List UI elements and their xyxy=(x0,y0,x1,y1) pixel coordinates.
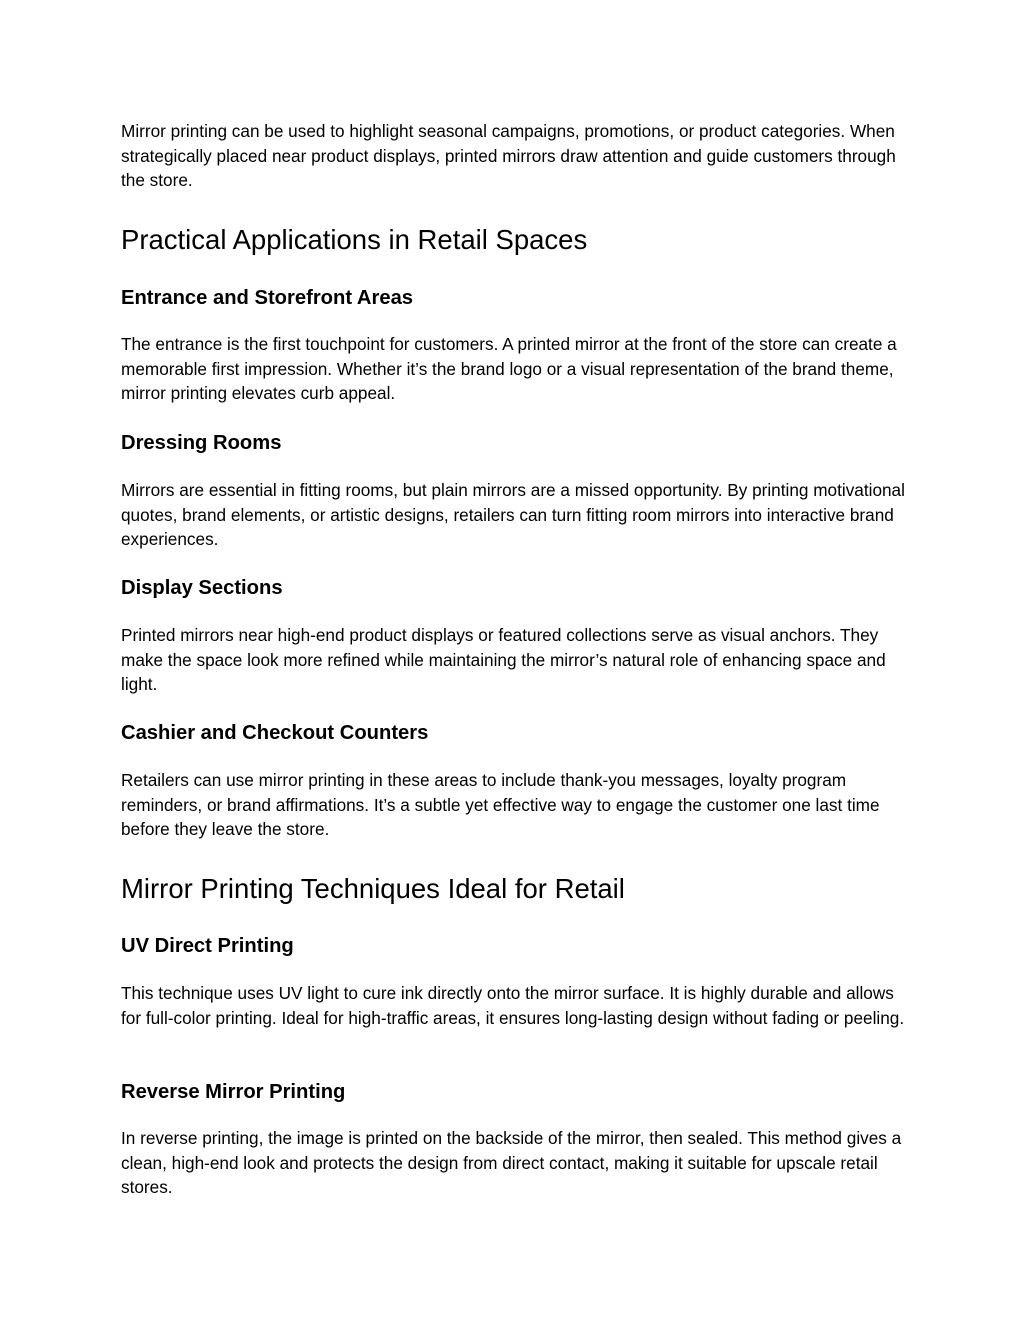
paragraph-uv-direct-printing: This technique uses UV light to cure ink directly onto the mirror surface. It is highly durable and allows for full-color printing. Ideal for high-traffic areas, it ensures long-lasting design without fading or peeling. xyxy=(121,983,905,1028)
section-heading-printing-techniques: Mirror Printing Techniques Ideal for Retail xyxy=(121,873,625,904)
section-heading-practical-applications: Practical Applications in Retail Spaces xyxy=(121,224,588,255)
paragraph-entrance-storefront: The entrance is the first touchpoint for customers. A printed mirror at the front of the store can create a memorable first impression. Whether it’s the brand logo or a visual representation of the brand theme, mirror printing elevates curb appeal. xyxy=(121,334,897,403)
subheading-dressing-rooms: Dressing Rooms xyxy=(121,432,282,454)
subheading-uv-direct-printing: UV Direct Printing xyxy=(121,935,294,957)
paragraph-dressing-rooms: Mirrors are essential in fitting rooms, but plain mirrors are a missed opportunity. By printing motivational quotes, brand elements, or artistic designs, retailers can turn fitting room mirrors into interactive brand experiences. xyxy=(121,480,905,549)
subheading-entrance-storefront: Entrance and Storefront Areas xyxy=(121,287,414,309)
subheading-reverse-mirror-printing: Reverse Mirror Printing xyxy=(121,1081,346,1103)
subheading-display-sections: Display Sections xyxy=(121,577,283,599)
subheading-cashier-checkout: Cashier and Checkout Counters xyxy=(121,722,429,744)
paragraph-reverse-mirror-printing: In reverse printing, the image is printed on the backside of the mirror, then sealed. This method gives a clean, high-end look and protects the design from direct contact, making it suitable for upscale retail stores. xyxy=(121,1128,902,1197)
intro-paragraph: Mirror printing can be used to highlight seasonal campaigns, promotions, or product categories. When strategically placed near product displays, printed mirrors draw attention and guide customers through the store. xyxy=(121,121,896,190)
paragraph-display-sections: Printed mirrors near high-end product displays or featured collections serve as visual anchors. They make the space look more refined while maintaining the mirror’s natural role of enhancing space and light. xyxy=(121,625,886,694)
paragraph-cashier-checkout: Retailers can use mirror printing in these areas to include thank-you messages, loyalty program reminders, or brand affirmations. It’s a subtle yet effective way to engage the customer one last time before they leave the store. xyxy=(121,770,880,839)
